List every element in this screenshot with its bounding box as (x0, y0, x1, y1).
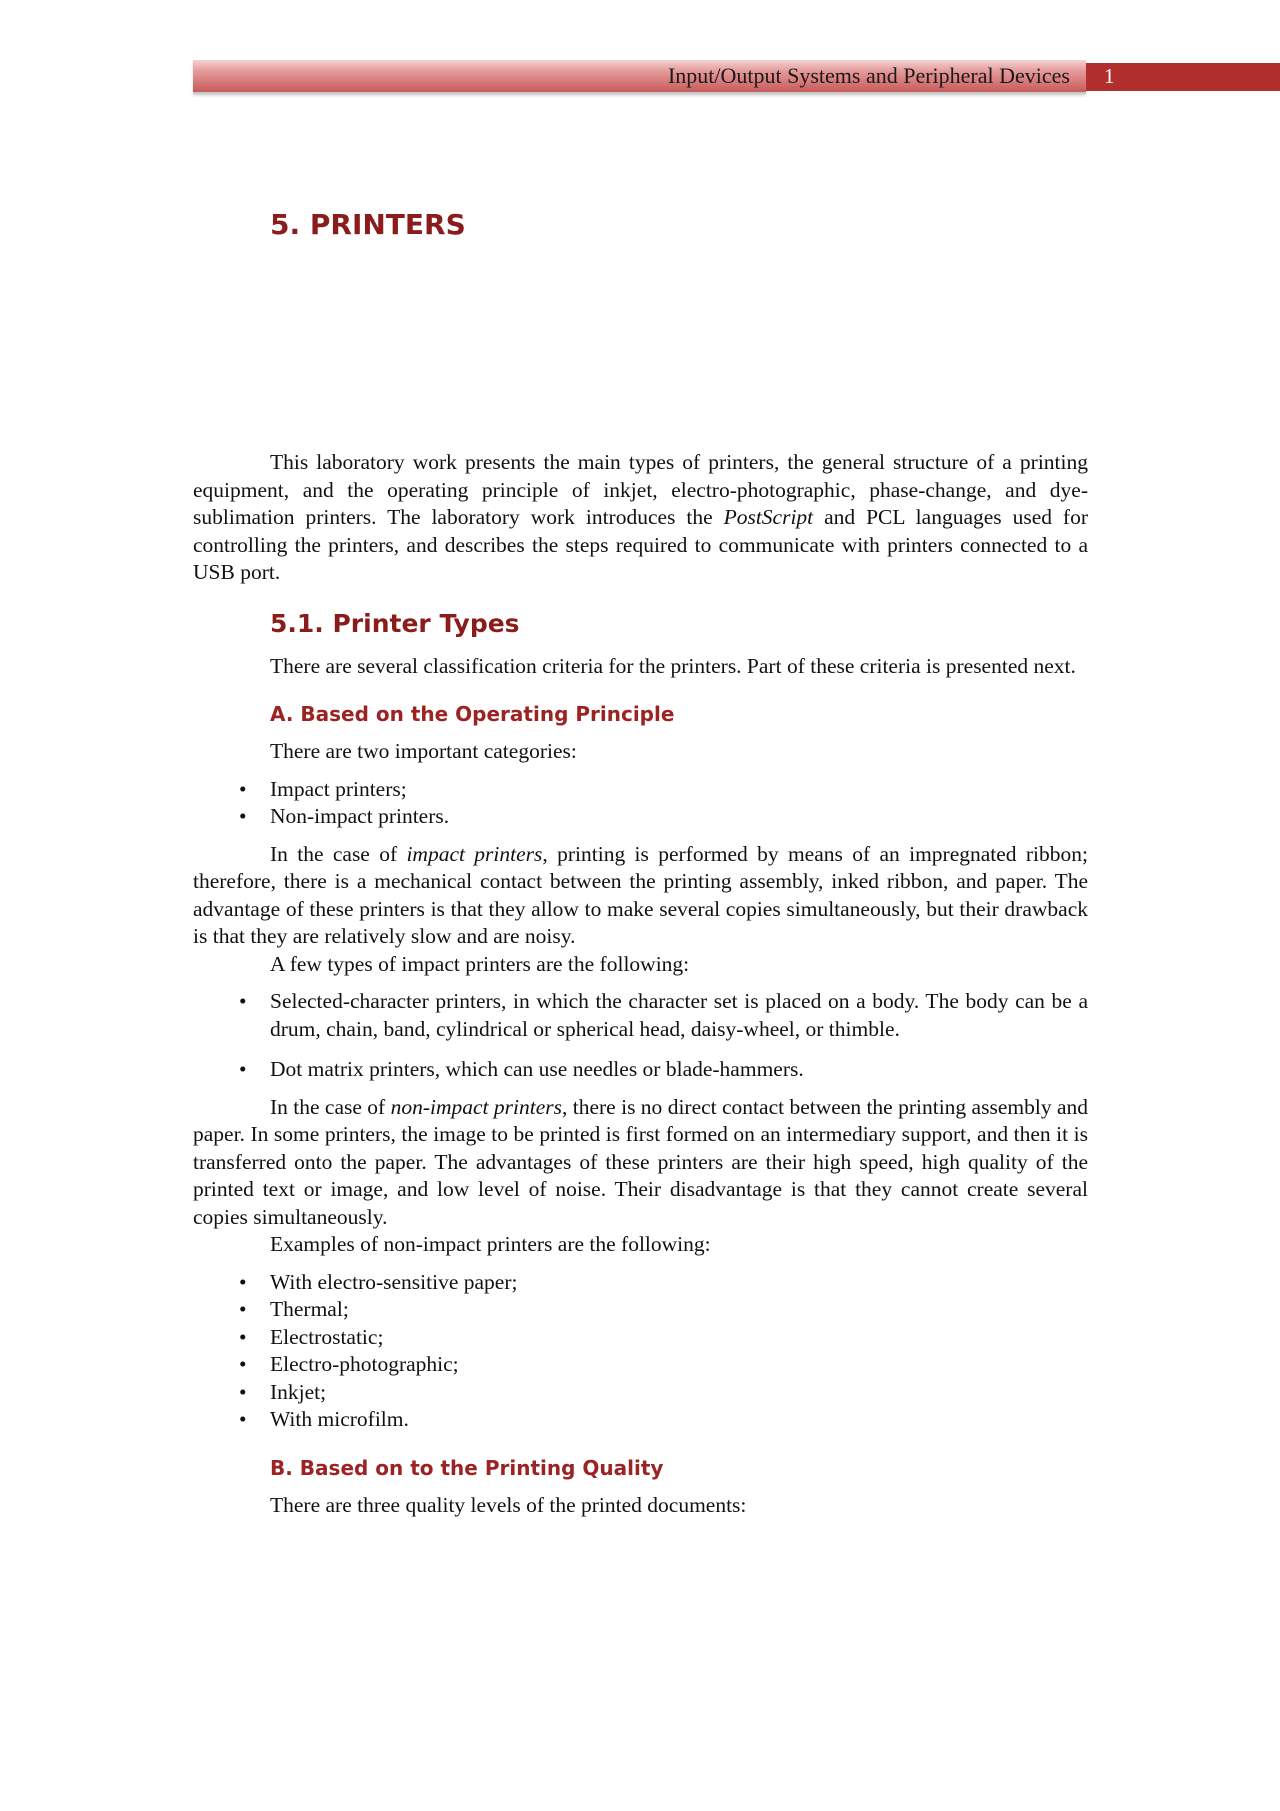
postscript-term: PostScript (723, 505, 814, 529)
list-item: • Impact printers; (270, 776, 1088, 804)
impact-types-list (193, 988, 1088, 1084)
list-item: • Non-impact printers. (270, 803, 1088, 831)
nonimpact-printers-term: non-impact printers (390, 1094, 562, 1119)
list-item: • With electro-sensitive paper; (270, 1269, 1088, 1297)
nonimpact-examples-list (193, 1269, 1088, 1434)
page-body (193, 449, 1088, 1519)
subsection-title-operating-principle: A. Based on the Operating Principle (270, 702, 675, 726)
running-header-bar (193, 60, 1086, 94)
list-item: • Thermal; (270, 1296, 1088, 1324)
impact-types-intro: A few types of impact printers are the following: (270, 951, 690, 976)
list-item: • With microfilm. (270, 1406, 1088, 1434)
quality-levels-intro: There are three quality levels of the printed documents: (270, 1492, 747, 1517)
section-intro-paragraph: There are several classification criteria for the printers. Part of these criteria is presented next. (270, 653, 1076, 678)
nonimpact-examples-intro: Examples of non-impact printers are the following: (270, 1232, 711, 1256)
page-number-tab (1086, 63, 1280, 91)
printer-categories-list (193, 776, 1088, 831)
page-number: 1 (1104, 64, 1115, 88)
chapter-title: 5. PRINTERS (270, 208, 466, 241)
list-item: • Selected-character printers, in which the character set is placed on a body. The body can be a drum, chain, band, cylindrical or spherical head, daisy-wheel, or thimble. (270, 988, 1088, 1043)
list-item: • Inkjet; (270, 1379, 1088, 1407)
running-header-title: Input/Output Systems and Peripheral Devices (667, 63, 1070, 88)
intro-paragraph: This laboratory work presents the main types of printers, the general structure of a printing equipment, and the operating principle of inkjet, electro-photographic, phase-change, and dye-sublimation printers. The laboratory work introduces the PostScript and PCL languages used for controlling the printers, and describes the steps required to communicate with printers connected to a USB port. (193, 450, 1089, 584)
subsection-title-printing-quality: B. Based on to the Printing Quality (270, 1455, 664, 1480)
list-item: • Electrostatic; (270, 1324, 1088, 1352)
list-item: • Electro-photographic; (270, 1351, 1088, 1379)
categories-intro: There are two important categories: (270, 739, 577, 763)
impact-printers-term: impact printers (406, 841, 543, 866)
impact-printers-paragraph: In the case of impact printers, printing is performed by means of an impregnated ribbon; therefore, there is a mechanical contact between the printing assembly, inked ribbon, and paper. The advantage of these printers is that they allow to make several copies simultaneously, but their drawback is that they are relatively slow and are noisy. (193, 841, 1088, 948)
list-item: • Dot matrix printers, which can use needles or blade-hammers. (270, 1056, 1088, 1084)
nonimpact-printers-paragraph: In the case of non-impact printers, there is no direct contact between the printing assembly and paper. In some printers, the image to be printed is first formed on an intermediary support, and then it is transferred onto the paper. The advantages of these printers are their high speed, high quality of the printed text or image, and low level of noise. Their disadvantage is that they cannot create several copies simultaneously. (193, 1094, 1088, 1229)
section-title-printer-types: 5.1. Printer Types (270, 608, 520, 638)
